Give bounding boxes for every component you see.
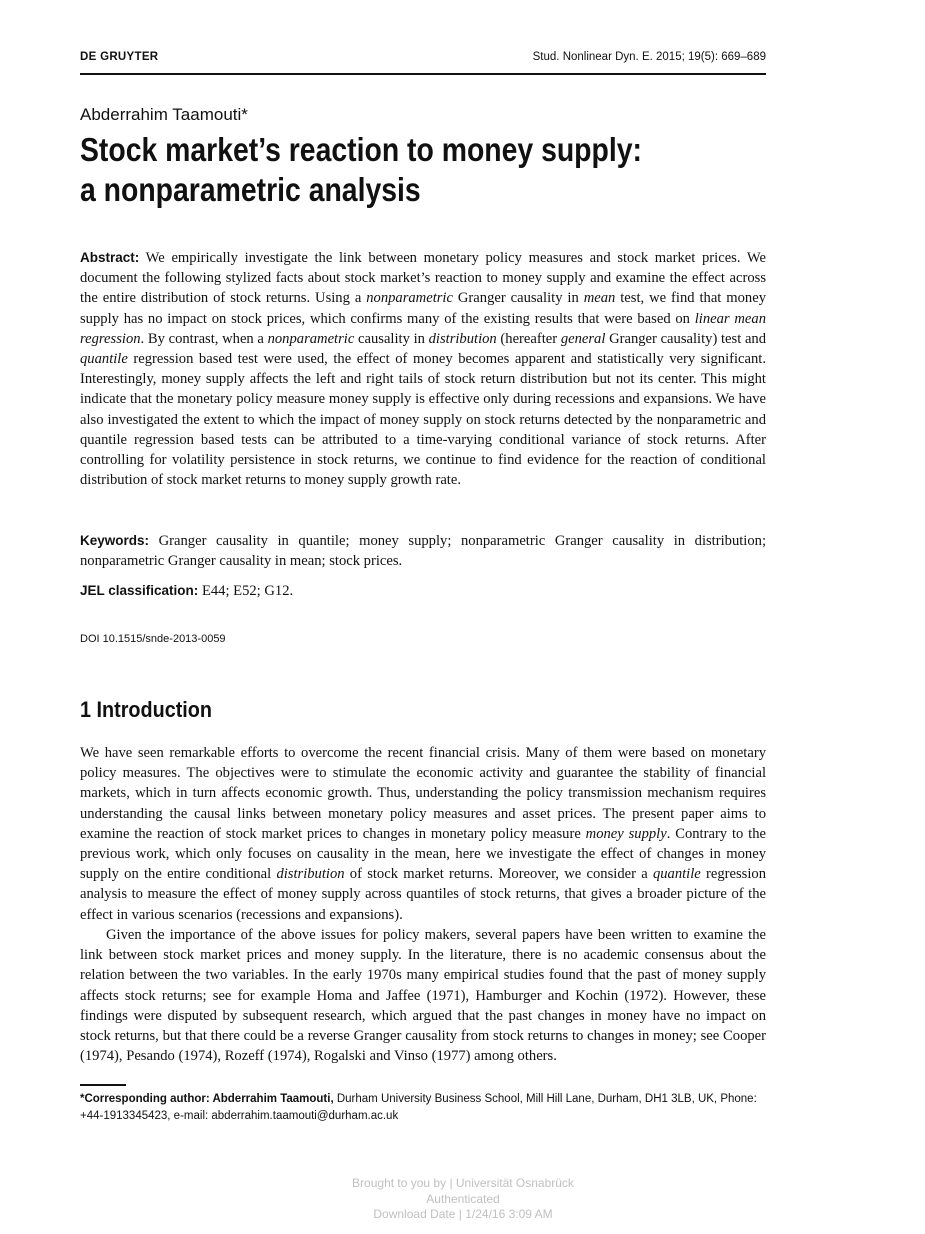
text-run: We empirically investigate the link between monetary policy measures and stock market prices. We document the following stylized facts about stock market’s reaction to money supply and examine the effect across the entire distribution of stock returns. Using a: [80, 250, 766, 307]
abstract: [80, 248, 766, 490]
text-run: Granger causality in: [452, 290, 584, 307]
jel-text: [198, 583, 293, 599]
text-run: of stock market returns. Moreover, we consider a: [344, 866, 653, 883]
emphasis-text: mean: [583, 290, 616, 307]
text-run: test, we find that money supply has no impact on stock prices, which confirms many of the existing results that were based on: [80, 290, 766, 327]
text-run: . Contrary to the previous work, which only focuses on causality in the mean, here we investigate the effect of changes in money supply on the entire conditional: [80, 825, 766, 883]
download-watermark: [263, 1176, 663, 1223]
publisher-name: DE GRUYTER: [80, 51, 159, 63]
emphasis-text: distribution: [276, 866, 345, 883]
keywords: [80, 531, 766, 571]
paper-title: [80, 130, 642, 210]
text-run: (hereafter: [496, 330, 561, 347]
emphasis-text: nonparametric: [366, 290, 453, 307]
header-rule: [80, 73, 766, 75]
watermark-line: Authenticated: [426, 1191, 500, 1206]
paragraph-text: [80, 745, 766, 923]
abstract-label: Abstract:: [80, 250, 140, 265]
emphasis-text: general: [560, 330, 606, 347]
watermark-line: Download Date | 1/24/16 3:09 AM: [373, 1207, 553, 1221]
text-run: regression analysis to measure the effect of money supply across quantiles of stock returns, that gives a broader picture of the effect in various scenarios (recessions and expansions).: [80, 866, 767, 923]
jel-label: JEL classification:: [80, 583, 199, 598]
intro-paragraph-1: [80, 743, 766, 925]
footnote-rule: [80, 1084, 126, 1086]
paragraph-text: [80, 927, 766, 1064]
emphasis-text: quantile: [652, 866, 701, 883]
text-run: E44; E52; G12.: [198, 583, 294, 599]
emphasis-text: distribution: [428, 330, 497, 347]
abstract-text: [80, 250, 766, 488]
doi[interactable]: DOI 10.1515/snde-2013-0059: [80, 633, 226, 645]
text-run: regression based test were used, the effect of money becomes apparent and statistically very significant. Interestingly, money supply affects the left and right tails of stock return distribution but not its center. This might indicate that the monetary policy measure money supply is effective only during recessions and expansions. We have also investigated the extent to which the impact of money supply on stock returns detected by the nonparametric and quantile regression based tests can be attributed to a time-varying conditional variance of stock returns. After controlling for volatility persistence in stock returns, we continue to find evidence for the reaction of conditional distribution of stock market returns to money supply growth rate.: [80, 351, 766, 489]
title-line-1: Stock market’s reaction to money supply:: [80, 131, 642, 168]
footnote-text: Durham University Business School, Mill Hill Lane, Durham, DH1 3LB, UK, Phone: +44-1913345423, e-mail: abderrahim.taamouti@durham.ac.uk: [80, 1093, 757, 1122]
jel-classification: [80, 581, 766, 601]
author-name: Abderrahim Taamouti*: [80, 105, 248, 124]
text-run: Granger causality in quantile; money supply; nonparametric Granger causality in distribution; nonparametric Granger causality in mean; stock prices.: [80, 533, 766, 570]
text-run: . By contrast, when a: [140, 330, 268, 347]
watermark-line: Brought to you by | Universität Osnabrück: [352, 1176, 574, 1190]
keywords-label: Keywords:: [80, 533, 150, 548]
emphasis-text: quantile: [80, 351, 128, 368]
title-line-2: a nonparametric analysis: [80, 171, 421, 208]
footnote-label: *Corresponding author: Abderrahim Taamouti,: [80, 1093, 334, 1105]
section-heading-introduction: 1 Introduction: [80, 697, 212, 722]
keywords-text: [80, 533, 766, 569]
journal-citation: Stud. Nonlinear Dyn. E. 2015; 19(5): 669–689: [532, 51, 766, 63]
emphasis-text: money supply: [585, 825, 667, 842]
text-run: Given the importance of the above issues for policy makers, several papers have been written to examine the link between stock market prices and money supply. In the literature, there is no academic consensus about the relation between the two variables. In the early 1970s many empirical studies found that the past of money supply affects stock returns; see for example Homa and Jaffee (1971), Hamburger and Kochin (1972). However, these findings were disputed by subsequent research, which argued that the past changes in money have no impact on stock returns, but that there could be a reverse Granger causality from stock returns to changes in money; see Cooper (1974), Pesando (1974), Rozeff (1974), Rogalski and Vinso (1977) among others.: [80, 927, 766, 1065]
text-run: causality in: [354, 330, 429, 347]
footnote: [80, 1091, 780, 1125]
text-run: Granger causality) test and: [605, 330, 767, 347]
emphasis-text: linear mean regression: [80, 310, 766, 347]
emphasis-text: nonparametric: [267, 330, 355, 347]
intro-paragraph-2: [80, 925, 766, 1066]
text-run: We have seen remarkable efforts to overcome the recent financial crisis. Many of them were based on monetary policy measures. The objectives were to stimulate the economic activity and guarantee the stability of financial markets, which in turn affects economic growth. Thus, understanding the policy transmission mechanism requires understanding the causal links between monetary policy measures and asset prices. The present paper aims to examine the reaction of stock market prices to changes in monetary policy measure: [80, 745, 766, 842]
